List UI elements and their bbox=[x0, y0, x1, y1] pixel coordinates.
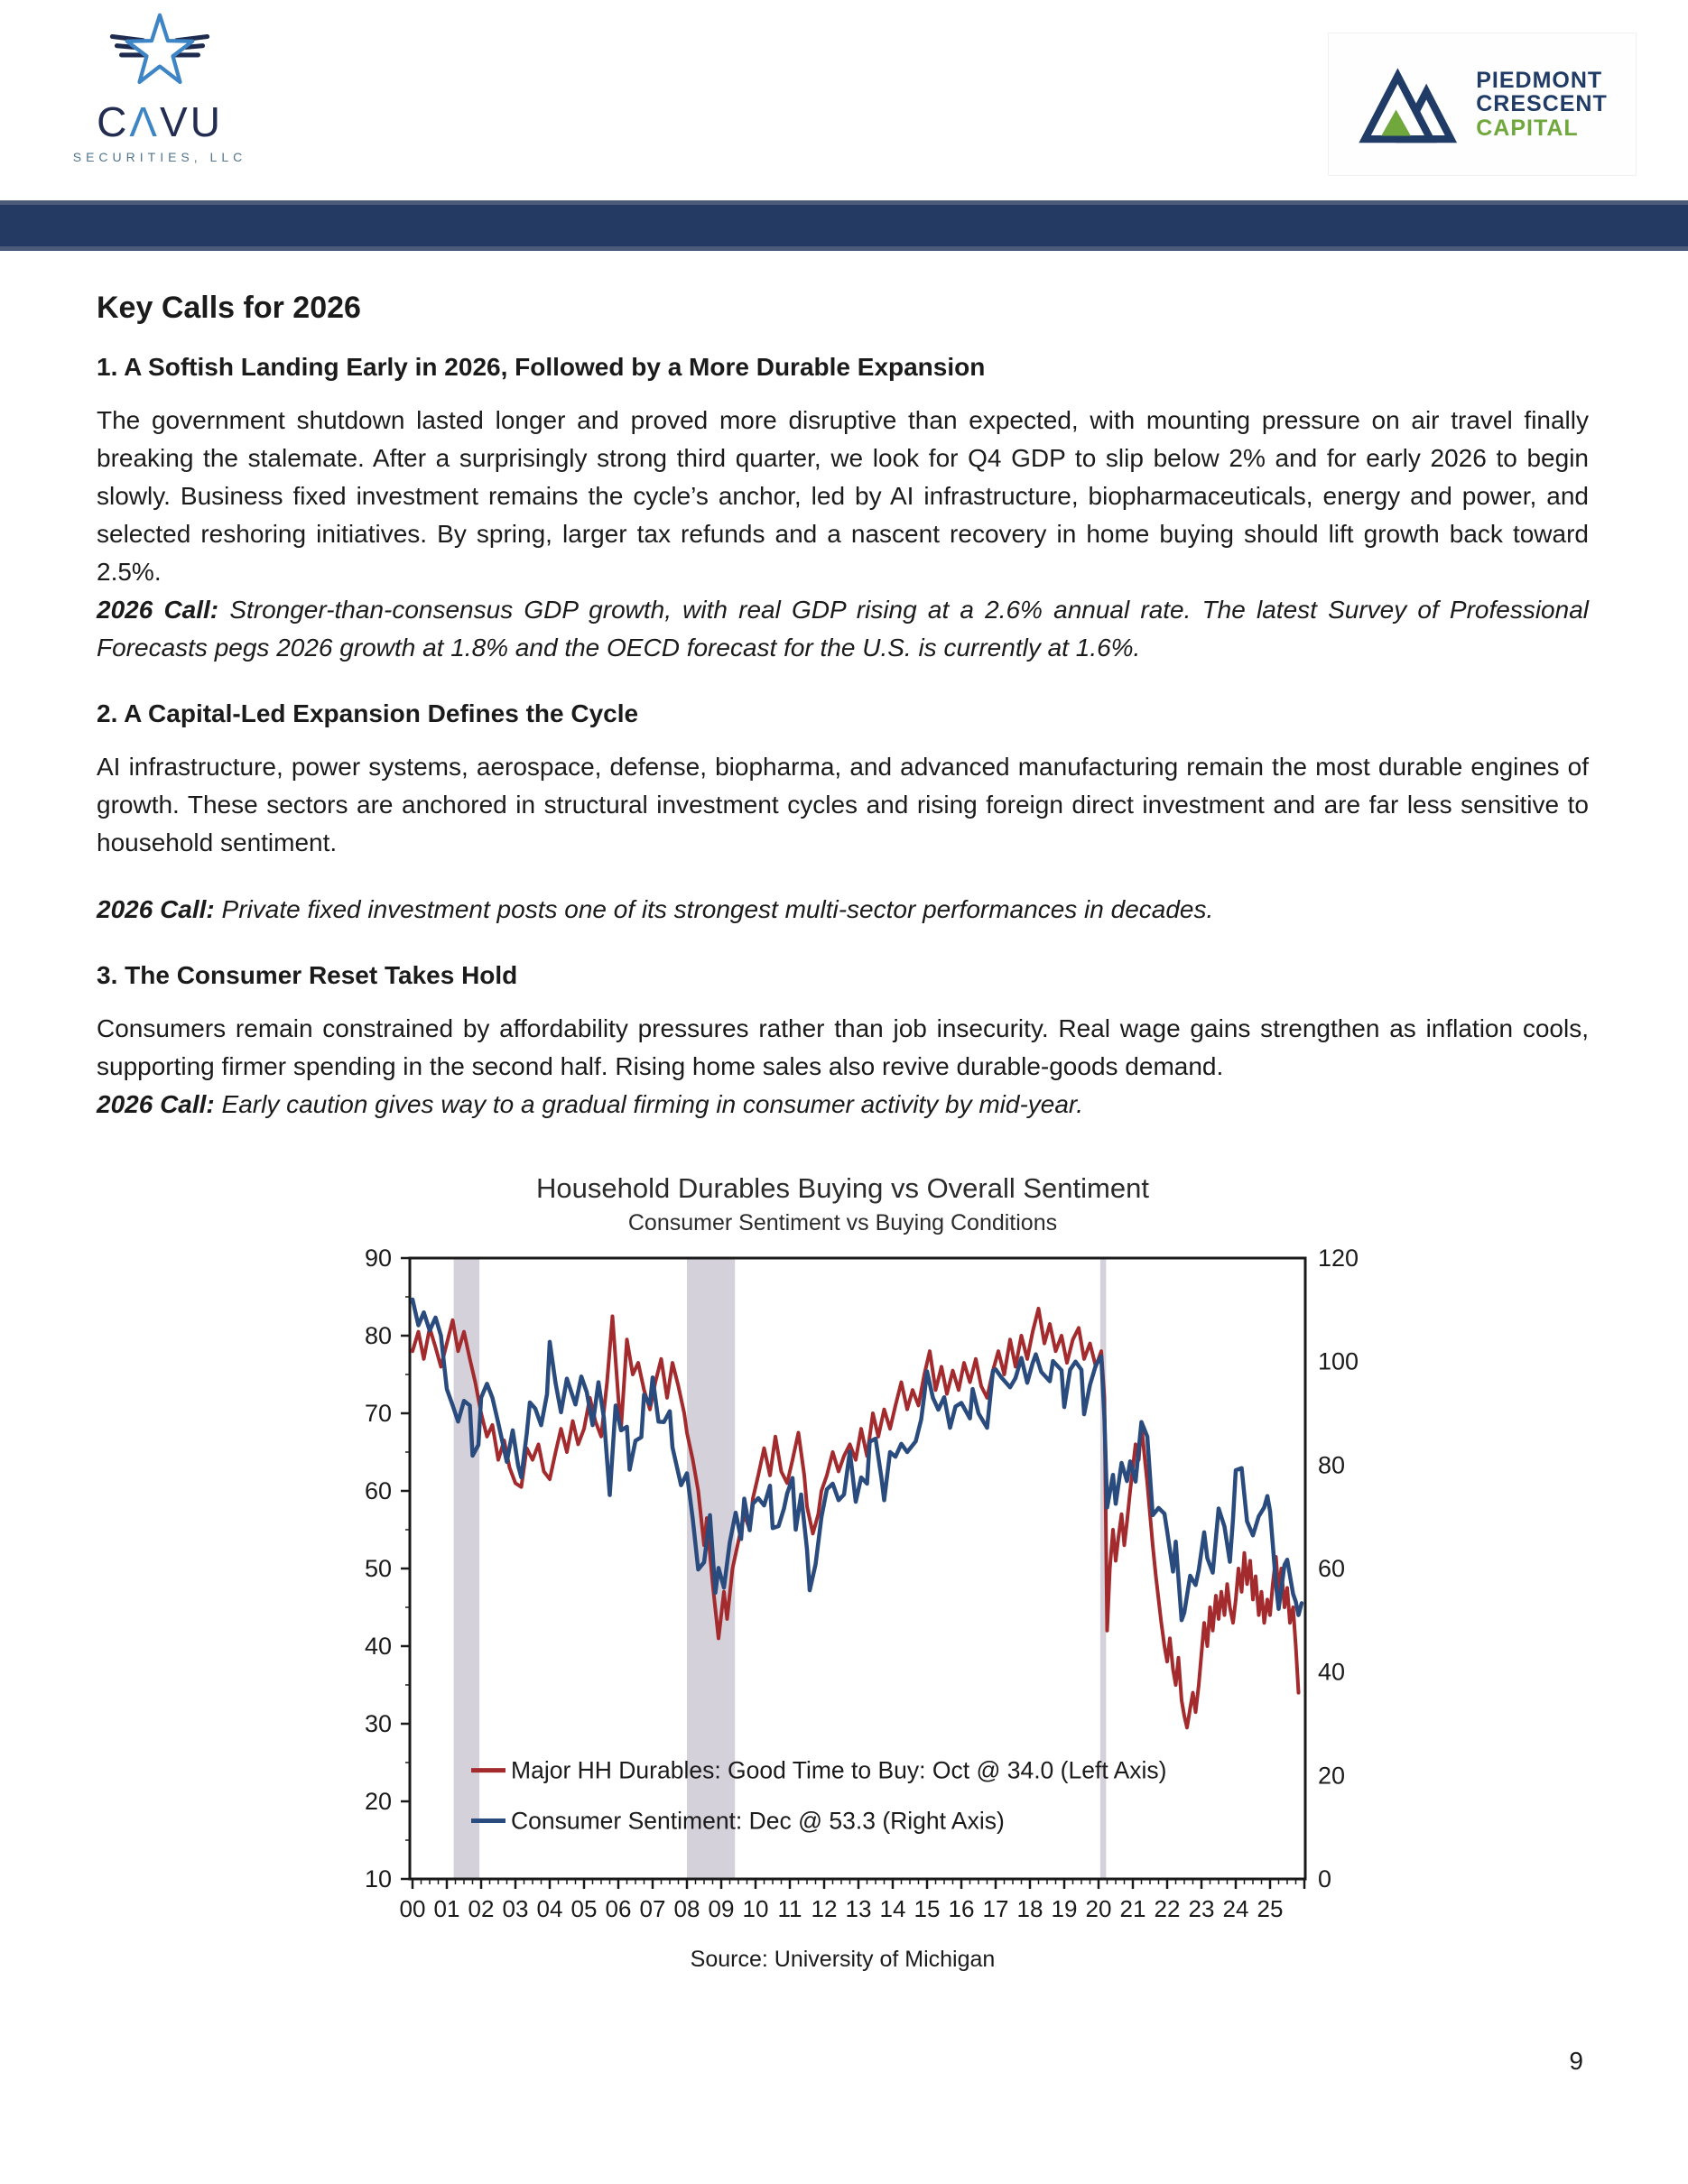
header-divider-bar bbox=[0, 200, 1688, 251]
x-axis-label: 09 bbox=[708, 1895, 734, 1922]
x-axis-label: 06 bbox=[605, 1895, 631, 1922]
cavu-star-icon bbox=[92, 9, 227, 95]
right-axis-label: 40 bbox=[1317, 1658, 1345, 1686]
legend-label: Consumer Sentiment: Dec @ 53.3 (Right Axis) bbox=[510, 1807, 1005, 1835]
x-axis-label: 22 bbox=[1154, 1895, 1180, 1922]
section-3-call: 2026 Call: Early caution gives way to a gradual firming in consumer activity by mid-year. bbox=[97, 1090, 1083, 1118]
section-3-body: Consumers remain constrained by affordability pressures rather than job insecurity. Real wage gains strengthen as inflation cools, supporting firmer spending in the second half. Rising home sales also revive durable-goods demand. bbox=[97, 1014, 1589, 1080]
right-axis-label: 0 bbox=[1317, 1865, 1331, 1892]
section-2-body: AI infrastructure, power systems, aerospace, defense, biopharma, and advanced manufacturing remain the most durable engines of growth. These sectors are anchored in structural investment cycles and rising foreign direct investment and are far less sensitive to household sentiment. bbox=[97, 753, 1589, 856]
x-axis-label: 13 bbox=[845, 1895, 871, 1922]
x-axis-label: 12 bbox=[811, 1895, 837, 1922]
chart-title: Household Durables Buying vs Overall Sentiment bbox=[536, 1172, 1149, 1204]
x-axis-label: 08 bbox=[673, 1895, 700, 1922]
piedmont-wordmark: PIEDMONT CRESCENT CAPITAL bbox=[1476, 68, 1608, 141]
left-axis-label: 90 bbox=[364, 1249, 392, 1272]
left-axis-label: 20 bbox=[364, 1788, 392, 1815]
x-axis-label: 10 bbox=[742, 1895, 768, 1922]
chart-source: Source: University of Michigan bbox=[690, 1947, 996, 1972]
cavu-securities-logo bbox=[56, 9, 264, 164]
piedmont-crescent-logo bbox=[1328, 32, 1637, 176]
left-axis-label: 10 bbox=[364, 1865, 392, 1892]
x-axis-label: 01 bbox=[433, 1895, 459, 1922]
x-axis-label: 19 bbox=[1051, 1895, 1077, 1922]
x-axis-label: 21 bbox=[1119, 1895, 1145, 1922]
left-axis-label: 40 bbox=[364, 1633, 392, 1660]
section-3-heading: 3. The Consumer Reset Takes Hold bbox=[97, 961, 518, 989]
x-axis-label: 20 bbox=[1085, 1895, 1111, 1922]
section-1-heading: 1. A Softish Landing Early in 2026, Followed by a More Durable Expansion bbox=[97, 353, 986, 381]
section-1-call: 2026 Call: Stronger-than-consensus GDP growth, with real GDP rising at a 2.6% annual rate. The latest Survey of Professional Forecasts pegs 2026 growth at 1.8% and the OECD forecast for the U.S. is currently at 1.6%. bbox=[97, 596, 1589, 662]
left-axis-label: 30 bbox=[364, 1710, 392, 1737]
sentiment-chart bbox=[97, 1172, 1589, 1973]
x-axis-label: 04 bbox=[536, 1895, 562, 1922]
chart-plot bbox=[320, 1249, 1367, 1933]
page-title: Key Calls for 2026 bbox=[97, 291, 361, 325]
x-axis-label: 07 bbox=[639, 1895, 665, 1922]
left-axis-label: 70 bbox=[364, 1400, 392, 1427]
page-number: 9 bbox=[1569, 2047, 1583, 2075]
x-axis-label: 24 bbox=[1222, 1895, 1248, 1922]
chart-subtitle: Consumer Sentiment vs Buying Conditions bbox=[627, 1210, 1058, 1235]
right-axis-label: 80 bbox=[1317, 1451, 1345, 1479]
legend-label: Major HH Durables: Good Time to Buy: Oct @ 34.0 (Left Axis) bbox=[510, 1756, 1166, 1784]
right-axis-label: 120 bbox=[1317, 1249, 1359, 1272]
x-axis-label: 15 bbox=[914, 1895, 940, 1922]
x-axis-label: 16 bbox=[948, 1895, 974, 1922]
x-axis-label: 11 bbox=[777, 1895, 802, 1922]
x-axis-label: 02 bbox=[468, 1895, 494, 1922]
mountain-icon bbox=[1357, 63, 1463, 146]
left-axis-label: 60 bbox=[364, 1477, 392, 1504]
section-2-heading: 2. A Capital-Led Expansion Defines the Cycle bbox=[97, 699, 639, 727]
right-axis-label: 100 bbox=[1317, 1347, 1359, 1375]
report-body bbox=[0, 251, 1688, 1973]
page-header bbox=[0, 0, 1688, 200]
cavu-tagline: SECURITIES, LLC bbox=[72, 150, 247, 164]
left-axis-label: 50 bbox=[364, 1555, 392, 1582]
cavu-wordmark: CΛVU bbox=[97, 98, 223, 145]
right-axis-label: 60 bbox=[1317, 1555, 1345, 1582]
x-axis-label: 14 bbox=[879, 1895, 905, 1922]
x-axis-label: 03 bbox=[502, 1895, 528, 1922]
x-axis-label: 00 bbox=[399, 1895, 425, 1922]
x-axis-label: 25 bbox=[1257, 1895, 1283, 1922]
x-axis-label: 05 bbox=[570, 1895, 597, 1922]
x-axis-label: 17 bbox=[982, 1895, 1008, 1922]
left-axis-label: 80 bbox=[364, 1322, 392, 1349]
section-2-call: 2026 Call: Private fixed investment posts one of its strongest multi-sector performances in decades. bbox=[97, 895, 1214, 923]
section-1-body: The government shutdown lasted longer and proved more disruptive than expected, with mounting pressure on air travel finally breaking the stalemate. After a surprisingly strong third quarter, we look for Q4 GDP to slip below 2% and for early 2026 to begin slowly. Business fixed investment remains the cycle’s anchor, led by AI infrastructure, biopharmaceuticals, energy and power, and selected reshoring initiatives. By spring, larger tax refunds and a nascent recovery in home buying should lift growth back toward 2.5%. bbox=[97, 406, 1589, 586]
x-axis-label: 23 bbox=[1188, 1895, 1214, 1922]
x-axis-label: 18 bbox=[1016, 1895, 1043, 1922]
right-axis-label: 20 bbox=[1317, 1762, 1345, 1790]
